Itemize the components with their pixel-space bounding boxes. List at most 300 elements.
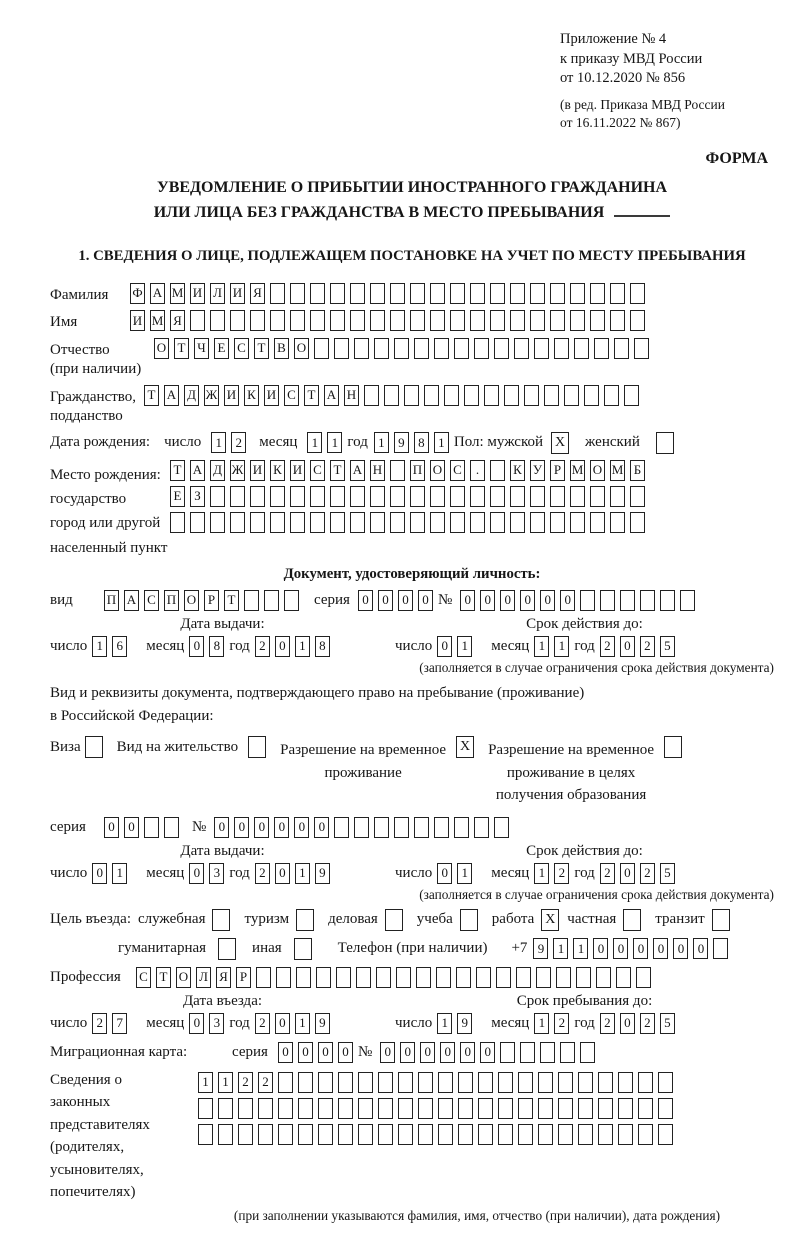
char-cell	[494, 817, 509, 838]
char-cell: Д	[184, 385, 199, 406]
char-cell	[544, 385, 559, 406]
char-cell	[470, 486, 485, 507]
char-cell: 3	[209, 863, 224, 884]
char-cell: И	[224, 385, 239, 406]
patronymic-cells	[154, 338, 654, 359]
char-cell	[580, 1042, 595, 1063]
char-cell	[558, 1124, 573, 1145]
char-cell	[418, 1124, 433, 1145]
permit-number-cells	[214, 817, 514, 838]
char-cell	[490, 512, 505, 533]
char-cell	[374, 817, 389, 838]
appendix-line: к приказу МВД России	[560, 50, 703, 67]
char-cell: 2	[255, 636, 270, 657]
char-cell: Т	[330, 460, 345, 481]
char-cell: 3	[209, 1013, 224, 1034]
permit-expiry-day-cells	[437, 863, 477, 884]
phone-prefix: +7	[511, 940, 528, 957]
char-cell: 2	[640, 1013, 655, 1034]
char-cell: Н	[344, 385, 359, 406]
char-cell	[484, 385, 499, 406]
permit-issue-month-label: месяц	[146, 864, 185, 881]
char-cell: М	[150, 310, 165, 331]
char-cell	[278, 1098, 293, 1119]
purpose-private-label: частная	[567, 911, 617, 928]
purpose-other-label: иная	[252, 940, 282, 957]
char-cell: 1	[534, 1013, 549, 1034]
char-cell: 1	[374, 432, 389, 453]
doc-issue-month-cells	[189, 636, 229, 657]
char-cell	[596, 967, 611, 988]
char-cell	[430, 512, 445, 533]
char-cell: 0	[234, 817, 249, 838]
char-cell	[640, 590, 655, 611]
char-cell	[556, 967, 571, 988]
permit-issue-month-cells	[189, 863, 229, 884]
representatives-label-line: попечителях)	[50, 1184, 136, 1201]
char-cell: 1	[437, 1013, 452, 1034]
char-cell	[330, 512, 345, 533]
char-cell	[310, 486, 325, 507]
char-cell	[498, 1124, 513, 1145]
sex-male-checkbox: X	[551, 432, 569, 454]
char-cell: 8	[209, 636, 224, 657]
purpose-tourism-checkbox	[296, 909, 314, 931]
doc-issue-month-label: месяц	[146, 637, 185, 654]
char-cell: А	[190, 460, 205, 481]
char-cell	[350, 283, 365, 304]
char-cell	[638, 1124, 653, 1145]
doc-number-label: №	[437, 591, 453, 608]
char-cell	[618, 1124, 633, 1145]
char-cell	[358, 1124, 373, 1145]
char-cell	[534, 338, 549, 359]
char-cell: О	[294, 338, 309, 359]
char-cell	[270, 310, 285, 331]
char-cell: 0	[254, 817, 269, 838]
char-cell: Н	[370, 460, 385, 481]
char-cell: 2	[554, 863, 569, 884]
char-cell	[634, 338, 649, 359]
entry-day-cells	[92, 1013, 132, 1034]
char-cell	[250, 486, 265, 507]
char-cell: И	[290, 460, 305, 481]
char-cell: А	[150, 283, 165, 304]
char-cell	[458, 1124, 473, 1145]
char-cell: Т	[174, 338, 189, 359]
char-cell	[538, 1072, 553, 1093]
char-cell	[580, 590, 595, 611]
char-cell	[464, 385, 479, 406]
char-cell	[210, 512, 225, 533]
sex-female-label: женский	[585, 433, 640, 450]
char-cell: 2	[238, 1072, 253, 1093]
purpose-transit-checkbox	[712, 909, 730, 931]
citizenship-label-line1: Гражданство,	[50, 388, 137, 405]
char-cell: 8	[315, 636, 330, 657]
doc-series-cells	[358, 590, 438, 611]
char-cell	[278, 1124, 293, 1145]
char-cell	[350, 512, 365, 533]
char-cell	[630, 283, 645, 304]
char-cell: 0	[418, 590, 433, 611]
permit-expiry-title: Срок действия до:	[526, 842, 643, 859]
char-cell	[590, 283, 605, 304]
char-cell	[616, 967, 631, 988]
char-cell: 0	[92, 863, 107, 884]
char-cell	[658, 1072, 673, 1093]
char-cell: 1	[457, 636, 472, 657]
stay-year-label: год	[574, 1014, 595, 1031]
surname-row	[50, 283, 774, 306]
char-cell	[338, 1072, 353, 1093]
char-cell	[454, 817, 469, 838]
char-cell	[578, 1098, 593, 1119]
char-cell: Т	[254, 338, 269, 359]
char-cell: 0	[294, 817, 309, 838]
char-cell: 9	[315, 1013, 330, 1034]
representatives-note: (при заполнении указываются фамилия, имя, отчество (при наличии), дата рождения)	[233, 1207, 721, 1223]
patronymic-label-line1: Отчество	[50, 341, 110, 358]
char-cell: А	[324, 385, 339, 406]
section1-heading: 1. СВЕДЕНИЯ О ЛИЦЕ, ПОДЛЕЖАЩЕМ ПОСТАНОВКЕ НА УЧЕТ ПО МЕСТУ ПРЕБЫВАНИЯ	[78, 247, 746, 264]
char-cell	[584, 385, 599, 406]
char-cell	[550, 486, 565, 507]
identity-doc-row	[50, 590, 774, 611]
doc-kind-label: вид	[50, 591, 73, 608]
char-cell: Ф	[130, 283, 145, 304]
birthplace-cells-row2	[170, 486, 650, 507]
char-cell	[610, 486, 625, 507]
char-cell: 0	[275, 1013, 290, 1034]
char-cell: 2	[600, 636, 615, 657]
char-cell: 0	[358, 590, 373, 611]
char-cell	[630, 486, 645, 507]
char-cell	[430, 486, 445, 507]
birthplace-cells-row3	[170, 512, 650, 533]
char-cell	[510, 486, 525, 507]
birth-year-cells	[374, 432, 454, 453]
char-cell: О	[176, 967, 191, 988]
permit-number-label: №	[192, 818, 207, 835]
char-cell	[414, 338, 429, 359]
char-cell	[536, 967, 551, 988]
char-cell	[658, 1098, 673, 1119]
char-cell	[538, 1124, 553, 1145]
doc-issue-day-cells	[92, 636, 132, 657]
char-cell	[713, 938, 728, 959]
doc-expiry-year-cells	[600, 636, 680, 657]
appendix-line: от 10.12.2020 № 856	[560, 70, 686, 87]
temp-permit-checkbox: X	[456, 736, 474, 758]
char-cell: 0	[338, 1042, 353, 1063]
char-cell	[600, 590, 615, 611]
char-cell	[250, 310, 265, 331]
char-cell	[560, 1042, 575, 1063]
char-cell: 2	[255, 1013, 270, 1034]
purpose-official-checkbox	[212, 909, 230, 931]
edu-permit-label-line1: Разрешение на временное	[488, 742, 655, 759]
char-cell	[370, 486, 385, 507]
surname-label: Фамилия	[50, 286, 109, 303]
char-cell	[270, 512, 285, 533]
char-cell	[164, 817, 179, 838]
doc-number-cells	[460, 590, 700, 611]
char-cell	[398, 1072, 413, 1093]
char-cell: 1	[534, 636, 549, 657]
char-cell: 9	[315, 863, 330, 884]
char-cell	[450, 486, 465, 507]
char-cell	[314, 338, 329, 359]
representatives-cells-row1	[198, 1072, 678, 1093]
char-cell	[338, 1098, 353, 1119]
char-cell	[238, 1098, 253, 1119]
doc-issue-title: Дата выдачи:	[180, 615, 265, 632]
char-cell	[416, 967, 431, 988]
char-cell: 1	[534, 863, 549, 884]
char-cell	[450, 512, 465, 533]
char-cell	[494, 338, 509, 359]
char-cell: 5	[660, 636, 675, 657]
char-cell: 0	[520, 590, 535, 611]
char-cell: В	[274, 338, 289, 359]
representatives-label-line: представителях	[50, 1116, 150, 1133]
char-cell	[454, 338, 469, 359]
birthplace-labels	[50, 460, 170, 560]
char-cell	[330, 486, 345, 507]
doc-expiry-year-label: год	[574, 637, 595, 654]
char-cell: 0	[440, 1042, 455, 1063]
permit-issue-year-cells	[255, 863, 335, 884]
name-row	[50, 310, 774, 333]
char-cell: 2	[258, 1072, 273, 1093]
char-cell: 0	[275, 636, 290, 657]
migration-card-row	[50, 1042, 774, 1063]
temp-permit-label-line1: Разрешение на временное	[280, 742, 447, 759]
identity-doc-date-titles	[50, 616, 774, 633]
document-title	[50, 176, 774, 226]
char-cell: 0	[613, 938, 628, 959]
char-cell	[336, 967, 351, 988]
char-cell: О	[590, 460, 605, 481]
mc-number-label: №	[357, 1043, 373, 1060]
char-cell: 0	[274, 817, 289, 838]
char-cell	[370, 310, 385, 331]
char-cell	[290, 283, 305, 304]
char-cell: 0	[480, 1042, 495, 1063]
char-cell	[500, 1042, 515, 1063]
char-cell: 0	[104, 817, 119, 838]
birth-day-label: число	[164, 433, 202, 450]
profession-label: Профессия	[50, 968, 121, 985]
char-cell	[384, 385, 399, 406]
char-cell	[418, 1072, 433, 1093]
char-cell	[364, 385, 379, 406]
char-cell	[438, 1072, 453, 1093]
char-cell	[604, 385, 619, 406]
stay-year-cells	[600, 1013, 680, 1034]
char-cell: К	[270, 460, 285, 481]
char-cell	[550, 512, 565, 533]
char-cell: Д	[210, 460, 225, 481]
char-cell: 0	[460, 590, 475, 611]
representatives-block	[50, 1069, 774, 1204]
char-cell	[574, 338, 589, 359]
char-cell	[410, 486, 425, 507]
char-cell	[278, 1072, 293, 1093]
char-cell: 1	[112, 863, 127, 884]
char-cell	[238, 1124, 253, 1145]
char-cell	[530, 486, 545, 507]
residence-permit-label: Вид на жительство	[116, 739, 239, 756]
char-cell	[414, 817, 429, 838]
representatives-labels	[50, 1069, 198, 1204]
char-cell	[630, 310, 645, 331]
permit-expiry-day-label: число	[395, 864, 433, 881]
char-cell	[350, 310, 365, 331]
purpose-official-label: служебная	[137, 911, 206, 928]
char-cell	[578, 1124, 593, 1145]
citizenship-label	[50, 385, 144, 427]
char-cell	[638, 1072, 653, 1093]
edu-permit-label-line3: получения образования	[495, 787, 647, 804]
char-cell: 2	[600, 1013, 615, 1034]
char-cell: 0	[480, 590, 495, 611]
char-cell	[458, 1098, 473, 1119]
char-cell: 0	[378, 590, 393, 611]
char-cell: Р	[236, 967, 251, 988]
char-cell	[390, 283, 405, 304]
char-cell: О	[154, 338, 169, 359]
char-cell: 0	[437, 636, 452, 657]
representatives-label-line: (родителях,	[50, 1139, 125, 1156]
permit-expiry-month-cells	[534, 863, 574, 884]
char-cell: 0	[214, 817, 229, 838]
mc-number-cells	[380, 1042, 600, 1063]
birthplace-sublabel-city: город или другой	[50, 515, 161, 532]
char-cell	[298, 1072, 313, 1093]
purpose-other-checkbox	[294, 938, 312, 960]
char-cell	[538, 1098, 553, 1119]
char-cell	[198, 1098, 213, 1119]
permit-issue-date	[50, 863, 395, 884]
char-cell: 2	[554, 1013, 569, 1034]
char-cell	[296, 967, 311, 988]
char-cell: 5	[660, 1013, 675, 1034]
char-cell	[378, 1072, 393, 1093]
char-cell	[298, 1098, 313, 1119]
char-cell: А	[164, 385, 179, 406]
char-cell	[610, 512, 625, 533]
char-cell: 0	[633, 938, 648, 959]
char-cell	[356, 967, 371, 988]
name-cells	[130, 310, 650, 331]
appendix-line: Приложение № 4	[560, 31, 667, 47]
char-cell: Е	[214, 338, 229, 359]
char-cell: 9	[457, 1013, 472, 1034]
char-cell	[518, 1072, 533, 1093]
purpose-row-2	[50, 938, 774, 960]
representatives-label-line: Сведения о	[50, 1071, 122, 1088]
char-cell: 0	[653, 938, 668, 959]
char-cell	[264, 590, 279, 611]
char-cell: С	[310, 460, 325, 481]
char-cell	[598, 1072, 613, 1093]
char-cell: Ж	[204, 385, 219, 406]
citizenship-cells	[144, 385, 644, 406]
char-cell	[434, 338, 449, 359]
purpose-work-label: работа	[491, 911, 535, 928]
char-cell: 1	[307, 432, 322, 453]
char-cell: С	[284, 385, 299, 406]
char-cell: Р	[550, 460, 565, 481]
permit-issue-day-cells	[92, 863, 132, 884]
residence-doc-series-row	[50, 817, 774, 838]
char-cell	[390, 310, 405, 331]
char-cell	[550, 310, 565, 331]
char-cell: 0	[437, 863, 452, 884]
char-cell: З	[190, 486, 205, 507]
char-cell	[630, 512, 645, 533]
char-cell	[270, 486, 285, 507]
residence-doc-dates	[50, 863, 774, 884]
char-cell	[524, 385, 539, 406]
char-cell	[610, 283, 625, 304]
char-cell: 1	[327, 432, 342, 453]
char-cell	[376, 967, 391, 988]
stay-month-cells	[534, 1013, 574, 1034]
char-cell	[478, 1124, 493, 1145]
char-cell: Л	[210, 283, 225, 304]
char-cell: Е	[170, 486, 185, 507]
sex-male-label: Пол: мужской	[453, 433, 544, 450]
char-cell	[590, 310, 605, 331]
stay-day-cells	[437, 1013, 477, 1034]
representatives-cells-row3	[198, 1124, 678, 1145]
char-cell: 1	[295, 863, 310, 884]
char-cell	[144, 817, 159, 838]
char-cell: М	[570, 460, 585, 481]
char-cell: А	[124, 590, 139, 611]
birth-day-cells	[211, 432, 251, 453]
citizenship-row	[50, 385, 774, 427]
char-cell: 1	[211, 432, 226, 453]
birth-month-label: месяц	[259, 433, 298, 450]
char-cell: 0	[420, 1042, 435, 1063]
char-cell	[510, 283, 525, 304]
identity-doc-heading: Документ, удостоверяющий личность:	[283, 565, 541, 582]
char-cell	[394, 338, 409, 359]
entry-day-label: число	[50, 1014, 88, 1031]
purpose-humanitarian-checkbox	[218, 938, 236, 960]
char-cell	[530, 283, 545, 304]
char-cell: 1	[295, 1013, 310, 1034]
char-cell	[558, 1072, 573, 1093]
purpose-work-checkbox: X	[541, 909, 559, 931]
stay-day-label: число	[395, 1014, 433, 1031]
char-cell	[450, 283, 465, 304]
char-cell	[370, 283, 385, 304]
char-cell	[490, 283, 505, 304]
char-cell: 8	[414, 432, 429, 453]
char-cell	[310, 310, 325, 331]
char-cell: 2	[600, 863, 615, 884]
residence-doc-intro-line1: Вид и реквизиты документа, подтверждающего право на пребывание (проживание)	[50, 684, 585, 701]
char-cell	[478, 1072, 493, 1093]
char-cell: 0	[540, 590, 555, 611]
birthdate-label: Дата рождения:	[50, 433, 151, 450]
residence-permit-checkbox	[248, 736, 266, 758]
